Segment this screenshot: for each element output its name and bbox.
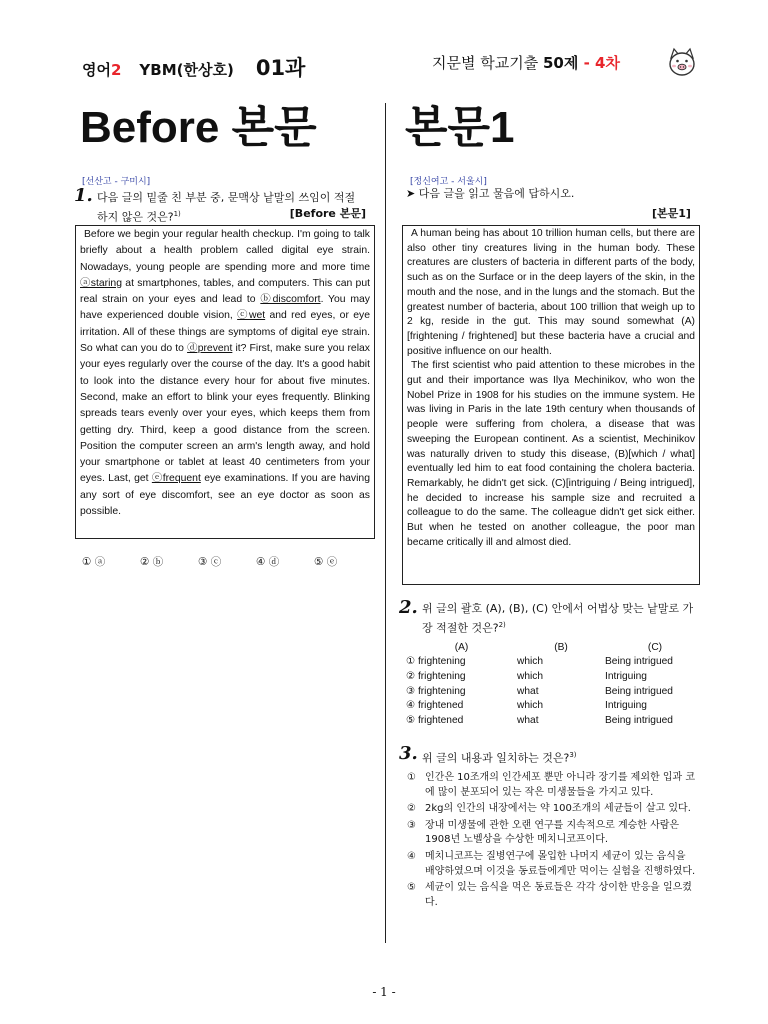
q2-prompt: 위 글의 괄호 (A), (B), (C) 안에서 어법상 맞는 낱말로 가 장 적절한 것은?$^{2)}$ (422, 602, 694, 635)
q2-option-row[interactable]: ⑤ frightened what Being intrigued (406, 714, 673, 726)
passage-segment: it? First, make sure you relax your eyes regularly over the course of the day. It's a good habit to look into the distance every hour for about five minutes. Second, make an effort to blink your eyes frequently. Blinking spreads tears evenly over your eyes, which keeps them from getting dry. Third, keep a good distance from the screen. Position the computer screen an arm's length away, and hold your smartphone or tablet at least 40 centimeters from your eyes. Last, get (80, 343, 370, 485)
q1-choice[interactable]: ① ⓐ (82, 556, 106, 568)
right-column-title: 본문1 (405, 103, 515, 152)
header-left (82, 52, 305, 82)
q3-option[interactable]: ③ 장내 미생물에 관한 오랜 연구를 지속적으로 계승한 사람은 1908년 노벨상을 수상한 메치니코프이다. (407, 819, 680, 846)
q3-option[interactable]: ④ 메치니코프는 질병연구에 몰입한 나머지 세균이 있는 음식을 배양하였으며 이것을 동료들에게만 먹이는 실험을 진행하였다. (407, 850, 696, 877)
passage-segment: at smartphones, tables, and computers. This can put real strain on your eyes and lead to (80, 277, 371, 306)
question-count: 50제 (542, 54, 579, 72)
q2-header-c: (C) (647, 641, 663, 653)
q1-choices (82, 554, 372, 569)
arrow-icon: ➤ (406, 187, 416, 200)
q1-passage-box (75, 225, 375, 539)
header-right: 지문별 학교기출 50제 - 4차 (432, 54, 620, 72)
underlined-word: ⓔfrequent (151, 473, 201, 485)
q2-option-row[interactable]: ② frightening which Intriguing (406, 670, 647, 682)
passage1-box (402, 225, 700, 585)
round-label: 4차 (595, 54, 620, 72)
q2-header-b: (B) (554, 641, 568, 653)
q3-option[interactable]: ⑤ 세균이 있는 음식을 먹은 동료들은 각각 상이한 반응을 일으켰다. (407, 882, 692, 908)
passage1-paragraph-2: The first scientist who paid attention to these microbes in the gut and their importance was Ilya Mechinikov, who won the Nobel Prize in 1908 for his studies on the immune system. He was living in Paris in the late 19th century when thousands of people were suffering from cholera, a disease that was sweeping the European continent. As a scientist, Mechinikov was naturally driven to study this disease, (B)[which / what] eventually led him to eat food containing the cholera bacteria. Remarkably, he didn't get sick. (C)[intriguing / Being intrigued], he decided to increase his sample size and recruited a colleague to do the same. The colleague didn't get sick either. But when he tested on another colleague, the poor man became critically ill and almost died. (407, 360, 695, 548)
q3-option[interactable]: ② 2kg의 인간의 내장에서는 약 100조개의 세균들이 살고 있다. (407, 803, 691, 815)
q1-choice[interactable]: ③ ⓒ (198, 556, 222, 568)
q1-tag: [Before 본문] (289, 207, 366, 220)
q3-number: 3. (399, 743, 418, 764)
q1-choice[interactable]: ② ⓑ (140, 556, 164, 568)
q3-footnote: 3) (569, 751, 577, 759)
passage-segment: eye examinations. If you are having any sort of eye discomfort, see an eye doctor as soon as possible. (80, 473, 370, 518)
q2-option-row[interactable]: ④ frightened which Intriguing (406, 700, 647, 712)
subject-label: 영어2 (82, 61, 122, 79)
q2-option-row[interactable]: ③ frightening what Being intrigued (406, 685, 673, 697)
underlined-word: ⓒwet (237, 310, 266, 322)
passage1-instruction: 다음 글을 읽고 물음에 답하시오. (418, 187, 575, 200)
subject-number: 2 (110, 61, 122, 79)
left-column-title: Before 본문 (80, 103, 317, 152)
page-number: - 1 - (372, 985, 396, 999)
q2-header-a: (A) (454, 641, 469, 653)
column-divider (385, 103, 386, 943)
q2-option-row[interactable]: ① frightening which Being intrigued (406, 656, 673, 668)
passage-segment: Before we begin your regular health checkup. I'm going to talk briefly about a health problem called digital eye strain. Nowadays, young people are spending more and more time (80, 229, 370, 273)
q3-option[interactable]: ① 인간은 10조개의 인간세포 뿐만 아니라 장기를 제외한 입과 코에 많이 분포되어 있는 작은 미생물들을 가지고 있다. (407, 772, 695, 798)
publisher-label: YBM(한상호) (139, 61, 234, 79)
q1-footnote: 1) (173, 210, 181, 218)
passage1-tag: [본문1] (652, 207, 691, 220)
q2-number: 2. (399, 597, 418, 618)
pig-mascot-icon (666, 46, 698, 78)
q2-options-table (406, 640, 705, 728)
q3-prompt: 위 글의 내용과 일치하는 것은?$^{3)}$ (422, 751, 577, 765)
passage-segment: . You may have experienced double vision, (80, 294, 370, 322)
q1-passage-text (80, 227, 370, 520)
q1-choice[interactable]: ⑤ ⓔ (314, 556, 338, 568)
exam-type-label: 지문별 학교기출 (432, 54, 543, 72)
q3-options (407, 771, 697, 912)
q2-header-row (406, 640, 705, 655)
q1-number: 1. (74, 185, 93, 206)
q1-prompt: 다음 글의 밑줄 친 부분 중, 문맥상 낱말의 쓰임이 적절 하지 않은 것은?$^{1)}$ [Before 본문] (97, 191, 366, 224)
q2-footnote: 2) (498, 621, 506, 629)
q1-choice[interactable]: ④ ⓓ (256, 556, 280, 568)
passage1-paragraph-1: A human being has about 10 trillion human cells, but there are also other tiny creatures living in the human body. These creatures are clusters of bacteria in different parts of the body, such as on the Surface or in the deep layers of the skin, in the mouth and the nose, and in the lungs and the stomach. But the greatest number of bacteria, about 100 trillion that weigh up to 2 kg, reside in the gut. This may sound somewhat (A)[frightening / frightened] but these bacteria have a crucial and positive influence on our health. (407, 228, 695, 357)
lesson-label: 01과 (255, 56, 306, 80)
underlined-word: ⓓprevent (187, 343, 233, 355)
passage-segment: and red eyes, or eye irritation. All of these things are symptoms of digital eye strain. So what can you do to (80, 310, 370, 355)
underlined-word: ⓐstaring (80, 277, 122, 289)
passage1-source: [정신여고 - 서울시] (410, 177, 487, 187)
q1-source: [선산고 - 구미시] (82, 177, 151, 187)
passage1-instruction-line (406, 186, 574, 202)
underlined-word: ⓑdiscomfort (260, 294, 321, 306)
